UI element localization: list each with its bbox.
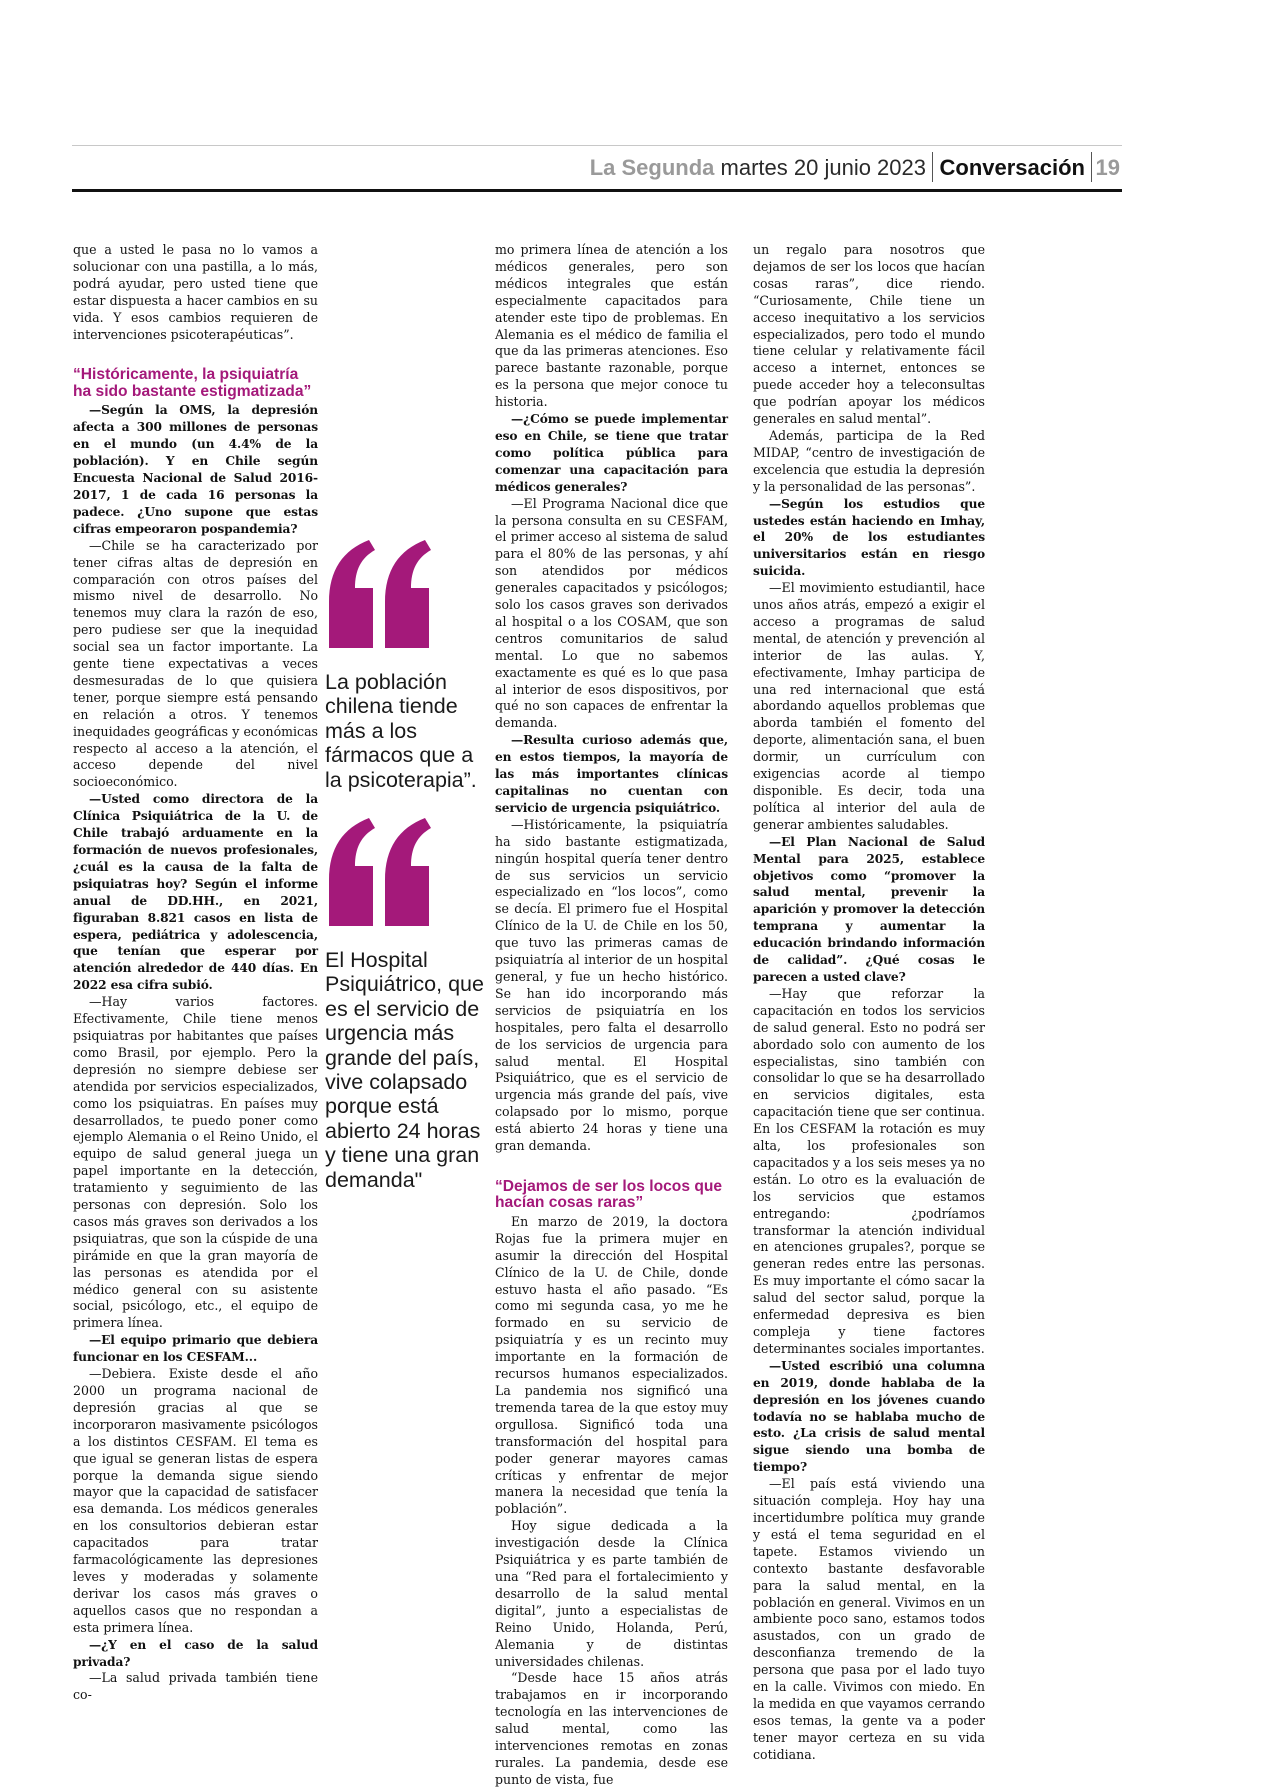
- interview-question: —Según los estudios que ustedes están haciendo en Imhay, el 20% de los estudiantes universitarios están en riesgo suicida.: [753, 496, 985, 579]
- interview-answer: —El movimiento estudiantil, hace unos años atrás, empezó a exigir el acceso a programas de salud mental, de atención y prevención al interior de las aulas. Y, efectivamente, Imhay participa de una red internacional que está abordando aquellos problemas que aborda también el fomento del deporte, alimentación sana, el buen dormir, un currículum con exigencias acorde al tiempo disponible. Es decir, toda una política al interior del aula de generar ambientes saludables.: [753, 580, 985, 832]
- paragraph: En marzo de 2019, la doctora Rojas fue la primera mujer en asumir la dirección del Hospital Clínico de la U. de Chile, donde estuvo hasta el año pasado. “Es como mi segunda casa, yo me he formado en su servicio de psiquiatría y es un recinto muy importante en la formación de recursos humanos especializados. La pandemia nos significó una tremenda tarea de la que estoy muy orgullosa. Significó toda una transformación del hospital para poder generar mayores camas críticas y enfrentar de mejor manera la necesidad que tenía la población”.: [495, 1213, 728, 1517]
- interview-answer: —La salud privada también tiene co-: [73, 1670, 318, 1703]
- article-column-4: [753, 242, 985, 1764]
- interview-question: —Resulta curioso además que, en estos tiempos, la mayoría de las más importantes clínicas capitalinas no cuentan con servicio de urgencia psiquiátrico.: [495, 733, 728, 815]
- interview-answer: —Hay varios factores. Efectivamente, Chile tiene menos psiquiatras por habitantes que países como Brasil, por ejemplo. Pero la depresión no siempre debiese ser atendida por servicios especializados, como los psiquiatras. En países muy desarrollados, te puedo poner como ejemplo Alemania o el Reino Unido, el equipo de salud general juega un papel importante en la detección, tratamiento y seguimiento de las personas con depresión. Solo los casos más graves son derivados a los psiquiatras, que son la cúspide de una pirámide en que la gran mayoría de las personas es atendida por el médico general con su asistente social, psicólogo, etc., el equipo de primera línea.: [73, 994, 318, 1331]
- subheading: “Dejamos de ser los locos que hacían cosas raras”: [495, 1177, 723, 1212]
- interview-answer: —Hay que reforzar la capacitación en todos los servicios de salud general. Esto no podrá ser abordado solo con aumento de los especialistas, sino también con consolidar lo que se ha desarrollado en servicios digitales, esta capacitación tiene que ser continua. En los CESFAM la rotación es muy alta, los profesionales son capacitados y a los seis meses ya no están. Lo otro es la evaluación de los servicios que estamos entregando: ¿podríamos transformar la atención individual en atenciones grupales?, porque se generan redes entre las personas. Es muy importante el cómo sacar la salud del sector salud, porque la enfermedad depresiva es bien compleja y tiene factores determinantes sociales importantes.: [753, 985, 985, 1356]
- masthead: [590, 150, 926, 186]
- subheading: “Históricamente, la psiquiatría ha sido bastante estigmatizada”: [73, 366, 312, 400]
- pullquote-text: La población chilena tiende más a los fármacos que a la psicoterapia”.: [325, 670, 477, 792]
- interview-answer: —El Programa Nacional dice que la persona consulta en su CESFAM, el primer acceso al sistema de salud para el 80% de las personas, y ahí son atendidos por médicos generales capacitados y psicólogos; solo los casos graves son derivados al hospital o a los COSAM, que son centros comunitarios de salud mental. Lo que no sabemos exactamente es qué es lo que pasa al interior de esos dispositivos, por qué no son capaces de enfrentar la demanda.: [495, 495, 728, 731]
- page-number: 19: [1095, 155, 1120, 180]
- pullquote-text: El Hospital Psiquiátrico, que es el servicio de urgencia más grande del país, vive colapsado porque está abierto 24 horas y tiene una gran demanda": [325, 948, 484, 1192]
- article-column-1: [73, 242, 318, 1704]
- interview-answer: —Históricamente, la psiquiatría ha sido bastante estigmatizada, ningún hospital quería tener dentro de sus servicios un servicio especializado en “los locos”, como se decía. El primero fue el Hospital Clínico de la U. de Chile en los 50, que tuvo las primeras camas de psiquiatría al interior de un hospital general, y fue un hecho histórico. Se han ido incorporando más servicios de psiquiatría en los hospitales, pero falta el desarrollo de los servicios de urgencia para salud mental. El Hospital Psiquiátrico, que es el servicio de urgencia más grande del país, vive colapsado por lo mismo, porque está abierto 24 horas y tiene una gran demanda.: [495, 816, 728, 1154]
- top-hairline: [72, 145, 1122, 146]
- quote-mark-icon: [325, 818, 435, 928]
- interview-answer: —El país está viviendo una situación compleja. Hoy hay una incertidumbre política muy grande y está el tema seguridad en el tapete. Estamos viviendo un contexto bastante desfavorable para la salud mental, en la población en general. Vivimos en un ambiente poco sano, estamos todos asustados, con un grado de desconfianza tremendo de la persona que pasa por el lado tuyo en la calle. Vivimos con miedo. En la medida en que vayamos cerrando esos temas, la gente va a poder tener mayor certeza en su vida cotidiana.: [753, 1476, 985, 1762]
- article-column-3: [495, 242, 728, 1789]
- interview-question: —Usted como directora de la Clínica Psiquiátrica de la U. de Chile trabajó arduamente en la formación de nuevos profesionales, ¿cuál es la causa de la falta de psiquiatras hoy? Según el informe anual de DD.HH., en 2021, figuraban 8.821 casos en lista de espera, pediátrica y adolescencia, que tenían que esperar por atención alrededor de 440 días. En 2022 esa cifra subió.: [73, 792, 318, 993]
- interview-question: —¿Y en el caso de la salud privada?: [73, 1637, 318, 1669]
- paragraph: un regalo para nosotros que dejamos de ser los locos que hacían cosas raras”, dice riendo. “Curiosamente, Chile tiene un acceso inequitativo a los servicios especializados, pero todo el mundo tiene celular y relativamente fácil acceso a internet, entonces se puede acceder hoy a teleconsultas que podrían apoyar los médicos generales en salud mental”.: [753, 242, 985, 427]
- interview-question: —El equipo primario que debiera funcionar en los CESFAM...: [73, 1333, 318, 1365]
- page-header: [72, 150, 1122, 186]
- interview-answer: —Chile se ha caracterizado por tener cifras altas de depresión en comparación con otros países del mismo nivel de desarrollo. No tenemos muy clara la razón de eso, pero pudiese ser que la inequidad social sea un factor importante. La gente tiene expectativas a veces desmesuradas de lo que quisiera tener, porque siempre está pensando en relación a otros. Y tenemos inequidades geográficas y económicas respecto al acceso a la atención, el acceso depende del nivel socioeconómico.: [73, 537, 318, 790]
- publication-name: La Segunda: [589, 155, 715, 180]
- header-divider: [1091, 152, 1092, 182]
- paragraph: que a usted le pasa no lo vamos a solucionar con una pastilla, a lo más, podrá ayudar, pero usted tiene que estar dispuesta a hacer cambios en su vida. Y esos cambios requieren de intervenciones psicoterapéuticas”.: [73, 242, 318, 342]
- publication-date: martes 20 junio 2023: [720, 155, 926, 180]
- pullquote-column: [325, 540, 485, 1192]
- paragraph: mo primera línea de atención a los médicos generales, pero son médicos integrales que están especialmente capacitados para atender este tipo de problemas. En Alemania es el médico de familia el que da las primeras atenciones. Eso parece bastante razonable, porque es la persona que mejor conoce tu historia.: [495, 242, 728, 410]
- header-divider: [932, 152, 933, 182]
- quote-mark-icon: [325, 540, 435, 650]
- interview-question: —Según la OMS, la depresión afecta a 300 millones de personas en el mundo (un 4.4% de la población). Y en Chile según Encuesta Nacional de Salud 2016-2017, 1 de cada 16 personas la padece. ¿Uno supone que estas cifras empeoraron pospandemia?: [73, 403, 318, 536]
- interview-question: —Usted escribió una columna en 2019, donde hablaba de la depresión en los jóvenes cuando todavía no se hablaba mucho de esto. ¿La crisis de salud mental sigue siendo una bomba de tiempo?: [753, 1358, 985, 1475]
- paragraph: “Desde hace 15 años atrás trabajamos en ir incorporando tecnología en las intervenciones de salud mental, como las intervenciones remotas en zonas rurales. La pandemia, desde ese punto de vista, fue: [495, 1670, 728, 1787]
- interview-answer: —Debiera. Existe desde el año 2000 un programa nacional de depresión gracias al que se incorporaron masivamente psicólogos a los distintos CESFAM. El tema es que igual se generan listas de espera porque la demanda sigue siendo mayor que la capacidad de satisfacer esa demanda. Los médicos generales en los consultorios debieran estar capacitados para tratar farmacológicamente las depresiones leves y moderadas y solamente derivar los casos más graves o aquellos casos que no respondan a esta primera línea.: [73, 1366, 318, 1635]
- header-rule: [72, 189, 1122, 192]
- paragraph: Además, participa de la Red MIDAP, “centro de investigación de excelencia que estudia la depresión y la personalidad de las personas”.: [753, 427, 985, 494]
- paragraph: Hoy sigue dedicada a la investigación desde la Clínica Psiquiátrica y es parte también de una “Red para el fortalecimiento y desarrollo de la salud mental digital”, junto a especialistas de Reino Unido, Holanda, Perú, Alemania y de distintas universidades chilenas.: [495, 1518, 728, 1669]
- interview-question: —¿Cómo se puede implementar eso en Chile, se tiene que tratar como política pública para comenzar una capacitación para médicos generales?: [495, 412, 728, 494]
- interview-question: —El Plan Nacional de Salud Mental para 2025, establece objetivos como “promover la salud mental, prevenir la aparición y promover la detección temprana y aumentar la educación brindando información de calidad”. ¿Qué cosas le parecen a usted clave?: [753, 834, 985, 984]
- section-name: Conversación: [939, 155, 1085, 180]
